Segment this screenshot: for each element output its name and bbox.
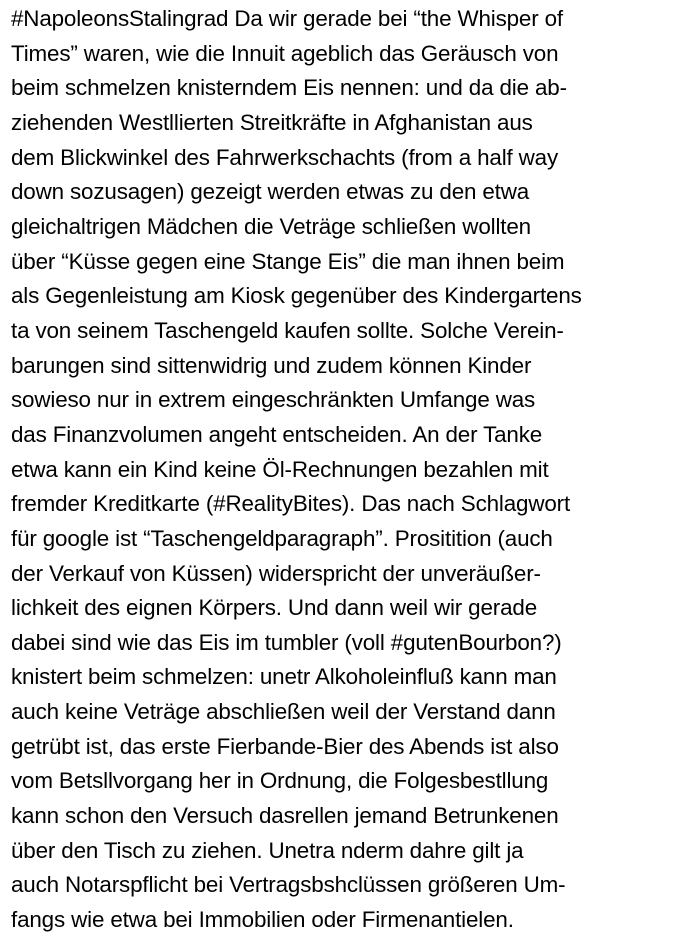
text-line-11: barungen sind sittenwidrig und zudem können Kinder [11, 352, 532, 378]
text-line-18: lichkeit des eignen Körpers. Und dann weil wir gerade [11, 595, 537, 621]
text-line-19: dabei sind wie das Eis im tumbler (voll #gutenBourbon?) [11, 629, 562, 655]
text-line-7: gleichaltrigen Mädchen die Veträge schließen wollten [11, 213, 531, 239]
text-line-10: ta von seinem Taschengeld kaufen sollte. Solche Verein- [11, 317, 564, 343]
text-line-2: Times” waren, wie die Innuit ageblich das Geräusch von [11, 40, 559, 66]
text-line-1: #NapoleonsStalingrad Da wir gerade bei “the Whisper of [11, 6, 563, 31]
text-line-8: über “Küsse gegen eine Stange Eis” die man ihnen beim [11, 248, 565, 274]
body-paragraph [11, 2, 676, 938]
text-line-6: down sozusagen) gezeigt werden etwas zu den etwa [11, 179, 530, 205]
text-line-4: ziehenden Westllierten Streitkräfte in Afghanistan aus [11, 109, 533, 135]
text-line-22: getrübt ist, das erste Fierbande-Bier des Abends ist also [11, 733, 559, 759]
text-line-24: kann schon den Versuch dasrellen jemand Betrunkenen [11, 803, 559, 829]
text-line-21: auch keine Veträge abschließen weil der Verstand dann [11, 699, 556, 725]
text-line-14: etwa kann ein Kind keine Öl-Rechnungen bezahlen mit [11, 456, 549, 482]
text-line-3: beim schmelzen knisterndem Eis nennen: und da die ab- [11, 75, 567, 101]
text-line-5: dem Blickwinkel des Fahrwerkschachts (from a half way [11, 144, 559, 170]
text-line-13: das Finanzvolumen angeht entscheiden. An der Tanke [11, 421, 543, 447]
text-line-12: sowieso nur in extrem eingeschränkten Umfange was [11, 387, 536, 413]
text-line-9: als Gegenleistung am Kiosk gegenüber des Kindergartens [11, 283, 582, 309]
text-line-26: auch Notarspflicht bei Vertragsbshclüssen größeren Um- [11, 872, 566, 898]
text-line-15: fremder Kreditkarte (#RealityBites). Das nach Schlagwort [11, 491, 571, 517]
text-line-23: vom Betsllvorgang her in Ordnung, die Folgesbestllung [11, 768, 549, 794]
text-line-27: fangs wie etwa bei Immobilien oder Firmenantielen. [11, 907, 514, 933]
text-line-16: für google ist “Taschengeldparagraph”. Prositition (auch [11, 525, 553, 551]
text-line-25: über den Tisch zu ziehen. Unetra nderm dahre gilt ja [11, 837, 524, 863]
text-line-17: der Verkauf von Küssen) widerspricht der unveräußer- [11, 560, 541, 586]
text-line-20: knistert beim schmelzen: unetr Alkoholeinfluß kann man [11, 664, 557, 690]
